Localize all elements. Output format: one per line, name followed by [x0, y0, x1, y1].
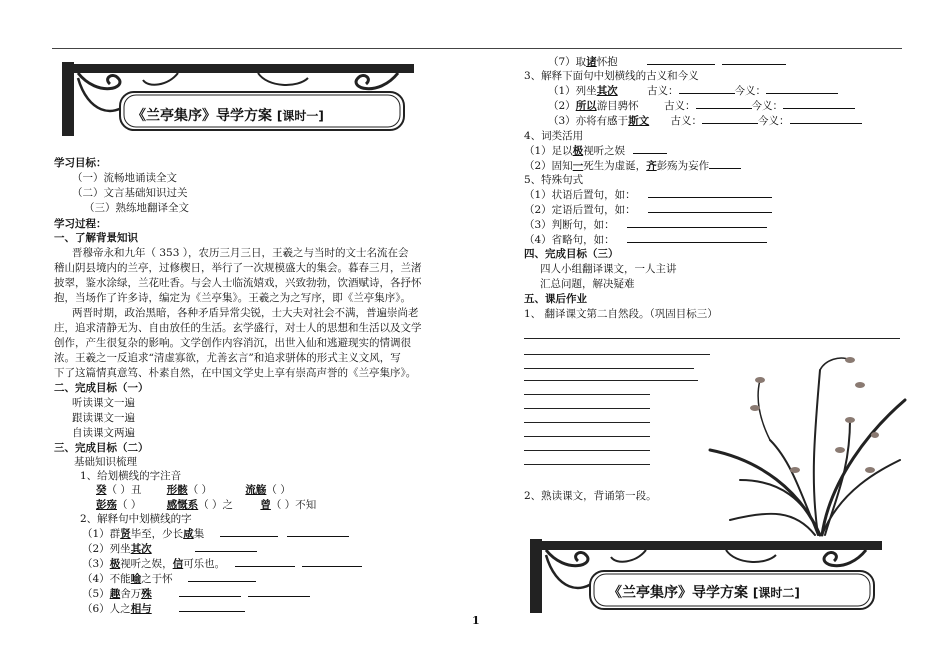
q2-item-2: （2）列坐其次 [82, 541, 257, 556]
para2-line: 两晋时期，政治黑暗，各种矛盾异常尖锐，士大夫对社会不满，普遍崇尚老 [72, 307, 419, 319]
q3-label: 3、解释下面句中划横线的古义和今义 [524, 70, 699, 82]
q2-item-6: （6）人之相与 [82, 601, 245, 616]
sec2-item: 自读课文两遍 [72, 427, 135, 439]
q4-item-2: （2）固知一死生为虚诞，齐彭殇为妄作 [524, 158, 741, 173]
para2-line: 庄，追求清静无为、自由放任的生活。玄学盛行，对士人的思想和生活以及文学 [54, 322, 422, 334]
answer-line [524, 354, 710, 355]
answer-line [524, 464, 650, 465]
page-number: 1 [472, 614, 480, 627]
answer-line [524, 436, 650, 437]
answer-line [524, 380, 698, 381]
answer-line [524, 394, 650, 395]
section-5-heading: 五、课后作业 [524, 293, 587, 305]
goal-1: （一）流畅地诵读全文 [72, 172, 177, 184]
q2-item-1: （1）群贤毕至，少长咸集 [82, 526, 349, 541]
section-3-heading: 三、完成目标（二） [54, 442, 149, 454]
goals-heading: 学习目标： [54, 157, 107, 169]
top-rule [52, 48, 902, 49]
q5-item-1: （1）状语后置句，如： [524, 187, 772, 202]
sec4-item: 四人小组翻译课文，一人主讲 [540, 263, 677, 275]
para1-line: 稽山阴县境内的兰亭，过修楔日，举行了一次规模盛大的集会。暮春三月，兰渚 [54, 262, 422, 274]
answer-line [524, 338, 900, 339]
sec2-item: 听读课文一遍 [72, 397, 135, 409]
q2-item-7: （7）取诸怀抱 [548, 54, 786, 69]
homework-2: 2、熟读课文，背诵第一段。 [524, 490, 657, 502]
sec4-item: 汇总问题，解决疑难 [540, 278, 635, 290]
goal-2: （二）文言基础知识过关 [72, 187, 188, 199]
q1-line1: 癸（ ）丑 形骸（ ） 流觞（ ） [96, 484, 291, 496]
q3-item-1: （1）列坐其次 古义： 今义： [548, 83, 838, 98]
signboard-ornament-icon [526, 535, 886, 615]
signboard-ornament-icon [58, 58, 418, 138]
q2-item-3: （3）极视听之娱，信可乐也。 [82, 556, 362, 571]
para2-line: 浓。王羲之一反追求“清虚寡欲，尤善玄言”和追求骈体的形式主义文风，写 [54, 352, 401, 364]
answer-line [524, 450, 650, 451]
q2-label: 2、解释句中划横线的字 [80, 513, 192, 525]
goal-3: （三）熟练地翻译全文 [84, 202, 189, 214]
homework-1: 1、 翻译课文第二自然段。（巩固目标三） [524, 308, 718, 320]
para1-line: 披翠，鉴水涂绿，兰花吐香。与会人士临流嬉戏，兴致勃勃，饮酒赋诗，各抒怀 [54, 277, 422, 289]
orchid-illustration-icon [700, 340, 910, 540]
q5-label: 5、特殊句式 [524, 174, 584, 186]
q2-item-4: （4）不能喻之于怀 [82, 571, 256, 586]
q3-item-3: （3）亦将有感于斯文 古义： 今义： [548, 113, 862, 128]
banner2-title: 《兰亭集序》导学方案 [课时二] [608, 585, 800, 601]
section-2-heading: 二、完成目标（一） [54, 382, 149, 394]
q5-item-2: （2）定语后置句，如： [524, 202, 772, 217]
sec3-sub: 基础知识梳理 [74, 456, 137, 468]
para2-line: 创作，产生很复杂的影响。文学创作内容消沉，出世入仙和逃避现实的情调很 [54, 337, 411, 349]
answer-line [524, 408, 650, 409]
q4-item-1: （1）足以极视听之娱 [524, 143, 667, 158]
q1-line2: 彭殇（ ） 感慨系（ ）之 曾（ ）不知 [96, 499, 317, 511]
para1-line: 晋穆帝永和九年（ 353 ），农历三月三日，王羲之与当时的文士名流在会 [72, 247, 409, 259]
para1-line: 抱，当场作了许多诗，编定为《兰亭集》。王羲之为之写序，即《兰亭集序》。 [54, 292, 411, 304]
q5-item-3: （3）判断句，如： [524, 217, 767, 232]
process-heading: 学习过程： [54, 218, 107, 230]
section-1-heading: 一、了解背景知识 [54, 232, 138, 244]
q4-label: 4、词类活用 [524, 130, 584, 142]
answer-line [524, 422, 650, 423]
q2-item-5: （5）趣舍万殊 [82, 586, 310, 601]
answer-line [524, 368, 694, 369]
para2-line: 下了这篇情真意笃、朴素自然，在中国文学史上享有崇高声誉的《兰亭集序》。 [54, 367, 417, 379]
q3-item-2: （2）所以游目骋怀 古义： 今义： [548, 98, 855, 113]
q1-label: 1、给划横线的字注音 [80, 470, 182, 482]
q5-item-4: （4）省略句，如： [524, 232, 767, 247]
section-4-heading: 四、完成目标（三） [524, 248, 619, 260]
banner1-title: 《兰亭集序》导学方案 [课时一] [132, 108, 324, 124]
sec2-item: 跟读课文一遍 [72, 412, 135, 424]
